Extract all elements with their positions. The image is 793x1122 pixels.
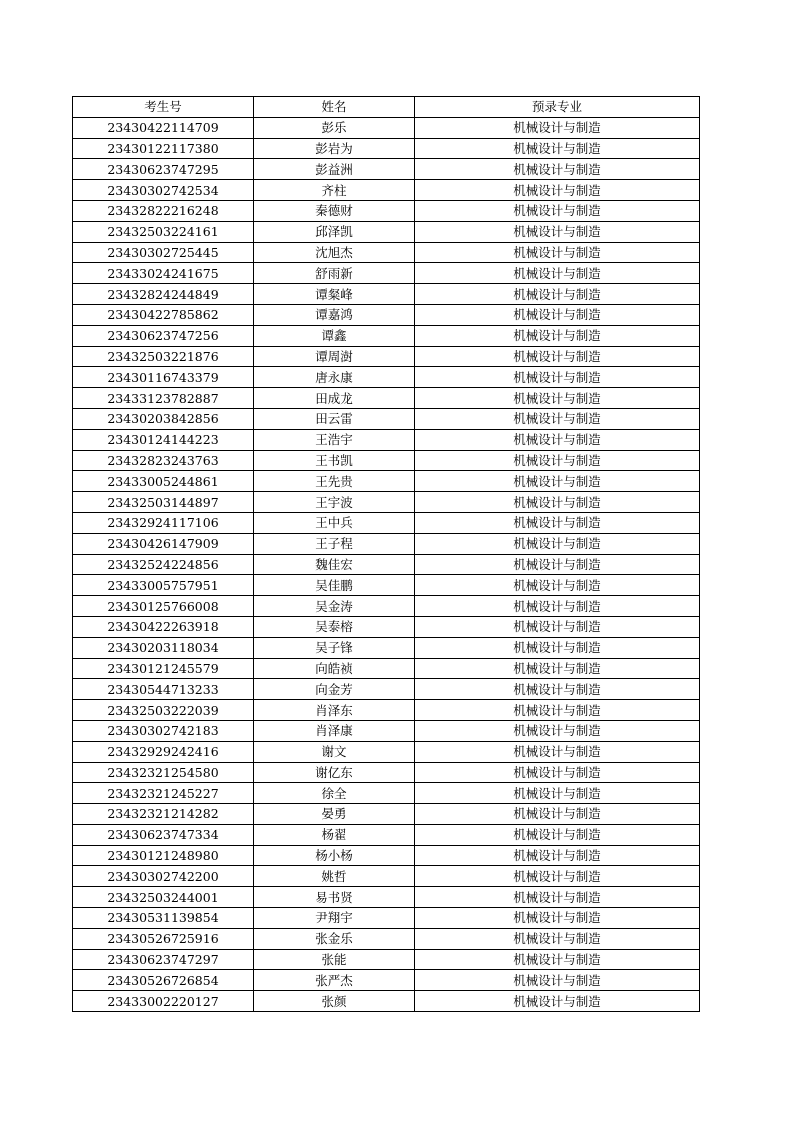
table-row	[73, 512, 700, 533]
table-row	[73, 284, 700, 305]
cell-major: 机械设计与制造	[415, 346, 700, 367]
table-row	[73, 845, 700, 866]
cell-name: 谭鑫	[254, 325, 415, 346]
cell-exam-number: 23430302725445	[73, 242, 254, 263]
cell-name: 王子程	[254, 533, 415, 554]
table-row	[73, 408, 700, 429]
cell-exam-number: 23430544713233	[73, 679, 254, 700]
cell-exam-number: 23432823243763	[73, 450, 254, 471]
cell-major: 机械设计与制造	[415, 242, 700, 263]
cell-major: 机械设计与制造	[415, 263, 700, 284]
cell-exam-number: 23432503222039	[73, 700, 254, 721]
table-row	[73, 117, 700, 138]
cell-exam-number: 23433005757951	[73, 575, 254, 596]
table-row	[73, 159, 700, 180]
cell-name: 张金乐	[254, 928, 415, 949]
table-row	[73, 533, 700, 554]
cell-major: 机械设计与制造	[415, 284, 700, 305]
cell-name: 向皓祯	[254, 658, 415, 679]
table-row	[73, 720, 700, 741]
table-row	[73, 429, 700, 450]
cell-name: 晏勇	[254, 804, 415, 825]
cell-major: 机械设计与制造	[415, 824, 700, 845]
cell-exam-number: 23430623747334	[73, 824, 254, 845]
cell-major: 机械设计与制造	[415, 159, 700, 180]
cell-exam-number: 23432524224856	[73, 554, 254, 575]
admission-table	[72, 96, 700, 1012]
cell-major: 机械设计与制造	[415, 637, 700, 658]
cell-major: 机械设计与制造	[415, 741, 700, 762]
table-row	[73, 492, 700, 513]
table-row	[73, 138, 700, 159]
table-row	[73, 804, 700, 825]
cell-exam-number: 23430116743379	[73, 367, 254, 388]
cell-major: 机械设计与制造	[415, 991, 700, 1012]
cell-name: 魏佳宏	[254, 554, 415, 575]
header-major: 预录专业	[415, 97, 700, 118]
cell-exam-number: 23430623747295	[73, 159, 254, 180]
cell-exam-number: 23430203842856	[73, 408, 254, 429]
cell-name: 杨小杨	[254, 845, 415, 866]
cell-name: 吴泰榕	[254, 616, 415, 637]
table-row	[73, 325, 700, 346]
cell-major: 机械设计与制造	[415, 887, 700, 908]
cell-exam-number: 23432824244849	[73, 284, 254, 305]
table-row	[73, 658, 700, 679]
table-row	[73, 679, 700, 700]
table-row	[73, 388, 700, 409]
cell-exam-number: 23432929242416	[73, 741, 254, 762]
table-row	[73, 991, 700, 1012]
cell-name: 谭周澍	[254, 346, 415, 367]
cell-exam-number: 23432321245227	[73, 783, 254, 804]
cell-major: 机械设计与制造	[415, 367, 700, 388]
cell-major: 机械设计与制造	[415, 949, 700, 970]
cell-name: 齐柱	[254, 180, 415, 201]
cell-exam-number: 23430124144223	[73, 429, 254, 450]
table-row	[73, 471, 700, 492]
cell-name: 彭乐	[254, 117, 415, 138]
table-row	[73, 346, 700, 367]
cell-exam-number: 23430121245579	[73, 658, 254, 679]
cell-name: 吴子锋	[254, 637, 415, 658]
cell-major: 机械设计与制造	[415, 928, 700, 949]
cell-name: 王中兵	[254, 512, 415, 533]
cell-name: 向金芳	[254, 679, 415, 700]
cell-name: 王先贵	[254, 471, 415, 492]
table-row	[73, 866, 700, 887]
table-row	[73, 575, 700, 596]
table-row	[73, 824, 700, 845]
cell-exam-number: 23432321254580	[73, 762, 254, 783]
cell-name: 彭岩为	[254, 138, 415, 159]
cell-exam-number: 23430426147909	[73, 533, 254, 554]
cell-exam-number: 23430203118034	[73, 637, 254, 658]
cell-major: 机械设计与制造	[415, 492, 700, 513]
cell-major: 机械设计与制造	[415, 304, 700, 325]
table-row	[73, 304, 700, 325]
cell-name: 易书贤	[254, 887, 415, 908]
cell-major: 机械设计与制造	[415, 200, 700, 221]
cell-exam-number: 23433002220127	[73, 991, 254, 1012]
cell-exam-number: 23432503144897	[73, 492, 254, 513]
table-row	[73, 637, 700, 658]
header-exam-number: 考生号	[73, 97, 254, 118]
cell-name: 姚哲	[254, 866, 415, 887]
cell-name: 谭粲峰	[254, 284, 415, 305]
cell-major: 机械设计与制造	[415, 720, 700, 741]
cell-major: 机械设计与制造	[415, 512, 700, 533]
header-name: 姓名	[254, 97, 415, 118]
cell-name: 谭嘉鸿	[254, 304, 415, 325]
cell-major: 机械设计与制造	[415, 221, 700, 242]
cell-major: 机械设计与制造	[415, 554, 700, 575]
cell-name: 彭益洲	[254, 159, 415, 180]
cell-name: 王宇波	[254, 492, 415, 513]
cell-name: 吴金涛	[254, 596, 415, 617]
table-row	[73, 221, 700, 242]
cell-name: 肖泽东	[254, 700, 415, 721]
cell-major: 机械设计与制造	[415, 679, 700, 700]
cell-major: 机械设计与制造	[415, 325, 700, 346]
table-row	[73, 741, 700, 762]
cell-name: 王书凯	[254, 450, 415, 471]
cell-exam-number: 23430531139854	[73, 908, 254, 929]
cell-exam-number: 23433024241675	[73, 263, 254, 284]
cell-exam-number: 23432503221876	[73, 346, 254, 367]
table-row	[73, 450, 700, 471]
cell-name: 肖泽康	[254, 720, 415, 741]
cell-major: 机械设计与制造	[415, 180, 700, 201]
table-row	[73, 242, 700, 263]
cell-major: 机械设计与制造	[415, 450, 700, 471]
cell-name: 田云雷	[254, 408, 415, 429]
cell-major: 机械设计与制造	[415, 138, 700, 159]
cell-exam-number: 23430526726854	[73, 970, 254, 991]
table-row	[73, 616, 700, 637]
cell-exam-number: 23433005244861	[73, 471, 254, 492]
cell-major: 机械设计与制造	[415, 429, 700, 450]
cell-exam-number: 23430121248980	[73, 845, 254, 866]
cell-major: 机械设计与制造	[415, 117, 700, 138]
cell-exam-number: 23432924117106	[73, 512, 254, 533]
cell-major: 机械设计与制造	[415, 616, 700, 637]
cell-name: 秦德财	[254, 200, 415, 221]
table-row	[73, 367, 700, 388]
cell-name: 吴佳鹏	[254, 575, 415, 596]
table-row	[73, 970, 700, 991]
table-row	[73, 180, 700, 201]
cell-name: 张能	[254, 949, 415, 970]
cell-major: 机械设计与制造	[415, 908, 700, 929]
cell-major: 机械设计与制造	[415, 658, 700, 679]
table-row	[73, 928, 700, 949]
cell-name: 沈旭杰	[254, 242, 415, 263]
cell-name: 张颜	[254, 991, 415, 1012]
cell-major: 机械设计与制造	[415, 762, 700, 783]
cell-major: 机械设计与制造	[415, 471, 700, 492]
cell-name: 谢文	[254, 741, 415, 762]
cell-name: 谢亿东	[254, 762, 415, 783]
cell-major: 机械设计与制造	[415, 596, 700, 617]
cell-exam-number: 23430302742183	[73, 720, 254, 741]
cell-exam-number: 23430623747297	[73, 949, 254, 970]
cell-name: 尹翔宇	[254, 908, 415, 929]
cell-name: 邱泽凯	[254, 221, 415, 242]
cell-major: 机械设计与制造	[415, 970, 700, 991]
table-row	[73, 200, 700, 221]
cell-exam-number: 23432503244001	[73, 887, 254, 908]
cell-exam-number: 23432321214282	[73, 804, 254, 825]
table-body	[73, 117, 700, 1011]
cell-exam-number: 23432822216248	[73, 200, 254, 221]
table-row	[73, 762, 700, 783]
table-row	[73, 700, 700, 721]
cell-exam-number: 23430422263918	[73, 616, 254, 637]
cell-exam-number: 23430302742200	[73, 866, 254, 887]
cell-name: 王浩宇	[254, 429, 415, 450]
cell-major: 机械设计与制造	[415, 783, 700, 804]
cell-exam-number: 23430623747256	[73, 325, 254, 346]
table-row	[73, 908, 700, 929]
cell-major: 机械设计与制造	[415, 866, 700, 887]
table-header-row	[73, 97, 700, 118]
cell-major: 机械设计与制造	[415, 575, 700, 596]
cell-exam-number: 23430422785862	[73, 304, 254, 325]
cell-major: 机械设计与制造	[415, 533, 700, 554]
cell-name: 舒雨新	[254, 263, 415, 284]
table-row	[73, 783, 700, 804]
cell-exam-number: 23430526725916	[73, 928, 254, 949]
cell-name: 徐全	[254, 783, 415, 804]
cell-major: 机械设计与制造	[415, 700, 700, 721]
table-row	[73, 949, 700, 970]
cell-name: 唐永康	[254, 367, 415, 388]
cell-major: 机械设计与制造	[415, 408, 700, 429]
cell-exam-number: 23430302742534	[73, 180, 254, 201]
cell-exam-number: 23430122117380	[73, 138, 254, 159]
cell-name: 张严杰	[254, 970, 415, 991]
cell-exam-number: 23430422114709	[73, 117, 254, 138]
cell-exam-number: 23433123782887	[73, 388, 254, 409]
table-row	[73, 554, 700, 575]
table-row	[73, 596, 700, 617]
cell-exam-number: 23430125766008	[73, 596, 254, 617]
cell-major: 机械设计与制造	[415, 388, 700, 409]
cell-name: 杨翟	[254, 824, 415, 845]
table-row	[73, 263, 700, 284]
cell-exam-number: 23432503224161	[73, 221, 254, 242]
cell-major: 机械设计与制造	[415, 845, 700, 866]
cell-name: 田成龙	[254, 388, 415, 409]
table-row	[73, 887, 700, 908]
cell-major: 机械设计与制造	[415, 804, 700, 825]
